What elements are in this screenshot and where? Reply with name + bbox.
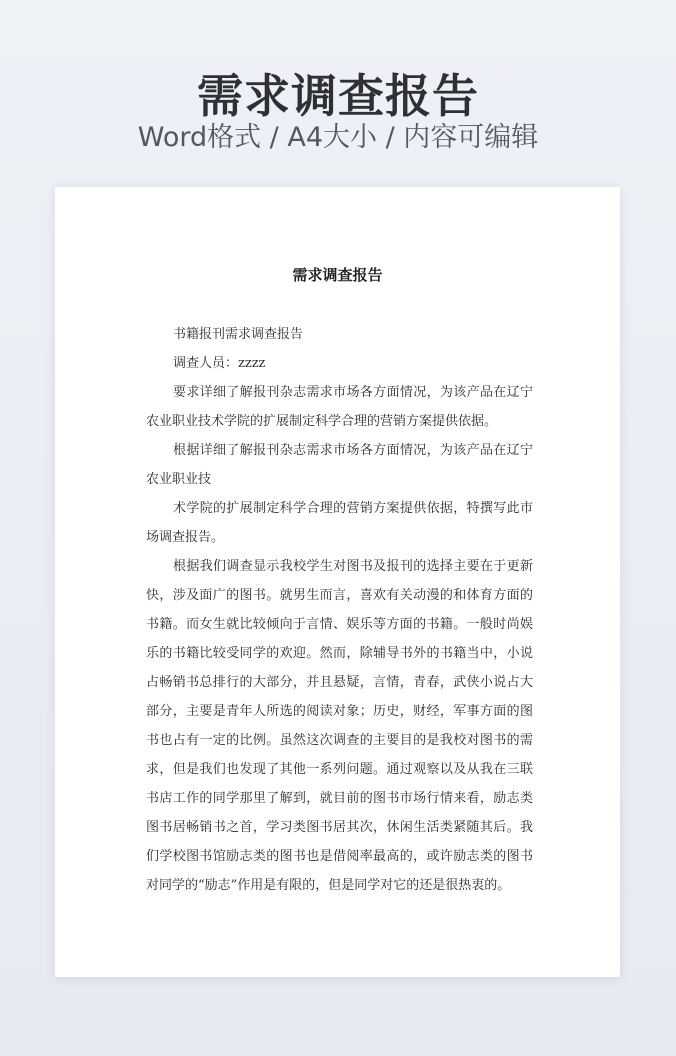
- banner-subtitle: Word格式 / A4大小 / 内容可编辑: [137, 122, 539, 153]
- paragraph-purpose: 要求详细了解报刊杂志需求市场各方面情况，为该产品在辽宁农业职业技术学院的扩展制定科学合理的营销方案提供依据。: [146, 385, 533, 429]
- paragraph-investigator: 调查人员：zzzz: [173, 356, 266, 371]
- paragraph-basis: 根据详细了解报刊杂志需求市场各方面情况，为该产品在辽宁农业职业技: [146, 443, 533, 487]
- paragraph-findings: 根据我们调查显示我校学生对图书及报刊的选择主要在于更新快，涉及面广的图书。就男生而言，喜欢有关动漫的和体育方面的书籍。而女生就比较倾向于言情、娱乐等方面的书籍。一般时尚娱乐的书籍比较受同学的欢迎。然而，除辅导书外的书籍当中，小说占畅销书总排行的大部分，并且悬疑，言情，青春，武侠小说占大部分，主要是青年人所选的阅读对象；历史，财经，军事方面的图书也占有一定的比例。虽然这次调查的主要目的是我校对图书的需求，但是我们也发现了其他一系列问题。通过观察以及从我在三联书店工作的同学那里了解到，就目前的图书市场行情来看，励志类图书居畅销书之首，学习类图书居其次，休闲生活类紧随其后。我们学校图书馆励志类的图书也是借阅率最高的，或许励志类的图书对同学的“励志”作用是有限的，但是同学对它的还是很热衷的。: [146, 559, 533, 893]
- document-body: [146, 320, 533, 900]
- paragraph-basis-continued: 术学院的扩展制定科学合理的营销方案提供依据，特撰写此市场调查报告。: [146, 501, 533, 545]
- paragraph-report-name: 书籍报刊需求调查报告: [173, 327, 304, 342]
- banner-title: 需求调查报告: [197, 69, 479, 123]
- document-page: [55, 187, 620, 977]
- document-title: 需求调查报告: [292, 266, 383, 284]
